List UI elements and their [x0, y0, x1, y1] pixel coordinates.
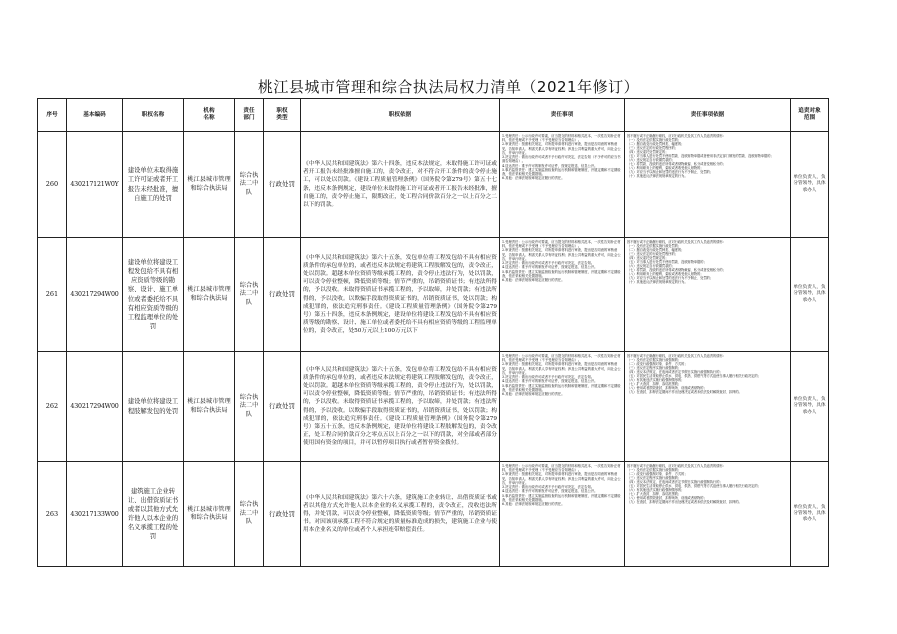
cell-seq: 261 [38, 238, 67, 352]
cell-code: 430217121W0Y [67, 132, 123, 238]
cell-seq: 260 [38, 132, 67, 238]
cell-dept: 综合执法二中队 [235, 238, 264, 352]
cell-matters-basis: 因不履行或不正确履行职权，应对行政机关及其工作人员追责的情形： （一）没有法定依据实施行政强制的； （二）改变行政强制对象、条件、方式的； （三）违反法定程序实施行政强制的； （四）违反本法规定，在夜间或者法定节假日实施行政强制执行的； （五）对居民生活采取停止供水、供电、供热、供燃气等方式迫使当事人履行相关行政决定的； （六）有其他违法实施行政强制情形的； （七）扩大查封、扣押、冻结范围的； （八）使用或者损毁查封、扣押场所、设施或者财物的； （九）在查封、扣押法定期间不作出处理决定或者未依法及时解除查封、扣押的。 [625, 462, 791, 567]
cell-dept: 综合执法二中队 [235, 352, 264, 462]
cell-name: 建设单位将建设工程肢解发包的处罚 [123, 352, 184, 462]
header-type: 职权 类型 [264, 99, 301, 132]
cell-org: 桃江县城市管理和综合执法局 [184, 238, 235, 352]
cell-basis: 《中华人民共和国建筑法》第六十四条，违反本法规定，未取得施工许可证或者开工报告未经批准擅自施工的，责令改正，对不符合开工条件的责令停止施工，可以处以罚款。《建设工程质量管理条例》（国务院令第279号）第五十七条，违反本条例规定，建设单位未取得施工许可证或者开工报告未经批准，擅自施工的，责令停止施工，限期改正，处工程合同价款百分之一以上百分之二以下的罚款。 [301, 132, 500, 238]
header-accountability: 追责对象 范围 [791, 99, 829, 132]
cell-name: 建筑施工企业转让、出借资质证书或者以其他方式允许他人以本企业的名义承揽工程的处罚 [123, 462, 184, 567]
cell-matters: 1.受理责任：公示行政许可要素，应当提交的材料和格式范本，一次性告知补正材料，依法受理或不予受理（不予受理应当告知理由）。 2.审查责任：按照相关规定，对所提申请材料进行审查，提出是否同意的审核意见，告知申请人、利害关系人享有听证权利；涉及公共利益的重大许可，向社会公告，并举行听证。 3.决定责任：做出行政许可或者不予行政许可决定，法定告知（不予许可的应当书面告知理由）。 4.送达责任：准予许可的制发许可证件，按规定报送、信息公开。 5.事后监管责任：建立实施监督检查的运行机制和管理制度，开展定期和不定期检查，依法采取相关处置措施。 6.其他：法律法规规章规定应履行的责任。 [500, 132, 625, 238]
cell-name: 建设单位将建设工程发包给不具有相应资质等级的勘察、设计、施工单位或者委托给不具有相应资质等级的工程监理单位的处罚 [123, 238, 184, 352]
cell-basis: 《中华人民共和国建筑法》第六十五条，发包单位将工程发包给不具有相应资质条件的承包单位的，或者违反本法规定将建筑工程肢解发包的，责令改正，处以罚款。超越本单位资质等级承揽工程的，责令停止违法行为，处以罚款，可以责令停业整顿，降低资质等级；情节严重的，吊销资质证书；有违法所得的，予以没收。未取得资质证书承揽工程的，予以取缔，并处罚款；有违法所得的，予以没收。以欺骗手段取得资质证书的，吊销资质证书，处以罚款；构成犯罪的，依法追究刑事责任。《建设工程质量管理条例》（国务院令第279号）第五十四条，违反本条例规定，建设单位将建设工程发包给不具有相应资质等级的勘察、设计、施工单位或者委托给不具有相应资质等级的工程监理单位的，责令改正，处50万元以上100万元以下 [301, 238, 500, 352]
cell-type: 行政处罚 [264, 352, 301, 462]
cell-accountability: 单位负责人，负分管领导，具体承办人 [791, 352, 829, 462]
cell-matters: 1.受理责任：公示行政许可要素，应当提交的材料和格式范本，一次性告知补正材料，依法受理或不予受理（不予受理应当告知理由）。 2.审查责任：按照相关规定，对所提申请材料进行审查，提出是否同意的审核意见，告知申请人、利害关系人享有听证权利；涉及公共利益的重大许可，向社会公告，并举行听证。 3.决定责任：做出行政许可或者不予行政许可决定，法定告知。 4.送达责任：准予许可的制发许可证件，按规定报送、信息公开。 5.事后监管责任：建立实施监督检查的运行机制和管理制度，开展定期和不定期检查，依法采取相关处置措施。 6.其他：法律法规规章规定应履行的责任。 [500, 462, 625, 567]
table-row [38, 462, 829, 567]
cell-name: 建设单位未取得施工许可证或者开工报告未经批准，擅自施工的处罚 [123, 132, 184, 238]
cell-seq: 263 [38, 462, 67, 567]
cell-matters: 1.受理责任：公示行政许可要素，应当提交的材料和格式范本，一次性告知补正材料，依法受理或不予受理（不予受理应当告知理由）。 2.审查责任：按照相关规定，对所提申请材料进行审查，提出是否同意的审核意见，告知申请人、利害关系人享有听证权利；涉及公共利益的重大许可，向社会公告，并举行听证。 3.决定责任：做出行政许可或者不予行政许可决定，法定告知。 4.送达责任：准予许可的制发许可证件，按规定报送、信息公开。 5.事后监管责任：建立实施监督检查的运行机制和管理制度，开展定期和不定期检查，依法采取相关处置措施。 6.其他：法律法规规章规定应履行的责任。 [500, 352, 625, 462]
table-row [38, 352, 829, 462]
header-basis: 职权依据 [301, 99, 500, 132]
table-row [38, 132, 829, 238]
cell-matters: 1.受理责任：公示行政许可要素，应当提交的材料和格式范本，一次性告知补正材料，依法受理或不予受理（不予受理应当告知理由）。 2.审查责任：按照相关规定，对所提申请材料进行审查，提出是否同意的审核意见，告知申请人、利害关系人享有听证权利；涉及公共利益的重大许可，向社会公告，并举行听证。 3.决定责任：做出行政许可或者不予行政许可决定，法定告知。 4.送达责任：准予许可的制发许可证件，按规定报送、信息公开。 5.事后监管责任：建立实施监督检查的运行机制和管理制度，开展定期和不定期检查，依法采取相关处置措施。 6.其他：法律法规规章规定应履行的责任。 [500, 238, 625, 352]
cell-matters-basis: 因不履行或不正确履行职权，应对行政机关及其工作人员追责的情形： （一）没有法定依据实施行政强制的； （二）改变行政强制对象、条件、方式的； （三）违反法定程序实施行政强制的； （四）违反本法规定，在夜间或者法定节假日实施行政强制执行的； （五）对居民生活采取停止供水、供电、供热、供燃气等方式迫使当事人履行相关行政决定的； （六）有其他违法实施行政强制情形的； （七）扩大查封、扣押、冻结范围的； （八）使用或者损毁查封、扣押场所、设施或者财物的； （九）在查封、扣押法定期间不作出处理决定或者未依法及时解除查封、扣押的。 [625, 352, 791, 462]
table-row [38, 238, 829, 352]
header-matters-basis: 责任事项依据 [625, 99, 791, 132]
cell-dept: 综合执法二中队 [235, 462, 264, 567]
header-name: 职权名称 [123, 99, 184, 132]
cell-basis: 《中华人民共和国建筑法》第六十五条，发包单位将工程发包给不具有相应资质条件的承包单位的，或者违反本法规定将建筑工程肢解发包的，责令改正，处以罚款。超越本单位资质等级承揽工程的，责令停止违法行为，处以罚款，可以责令停业整顿，降低资质等级；情节严重的，吊销资质证书；有违法所得的，予以没收。未取得资质证书承揽工程的，予以取缔，并处罚款；有违法所得的，予以没收。以欺骗手段取得资质证书的，吊销资质证书，处以罚款；构成犯罪的，依法追究刑事责任。《建设工程质量管理条例》（国务院令第279号）第五十五条，违反本条例规定，建设单位将建设工程肢解发包的，责令改正，处工程合同价款百分之零点五以上百分之一以下的罚款，对全部或者部分使用国有资金的项目，并可以暂停项目执行或者暂停资金拨付。 [301, 352, 500, 462]
cell-org: 桃江县城市管理和综合执法局 [184, 352, 235, 462]
cell-matters-basis: 因不履行或不正确履行职权，应对行政机关及其工作人员追责的情形： （一）没有法定依据实施行政处罚的； （二）擅自改变行政处罚种类、幅度的； （三）违反法定的行政处罚程序的； （四）违反委托处罚规定的； （五）对当事人进行处罚不使用罚款、没收财物单据的； （六）违反规定自行收缴罚款的； （七）将罚款、没收的违法所得或者财物截留、私分或者变相私分的； （八）利用职务上的便利，索取或者收受他人财物的； （九）对应当予以制止和处罚的违法行为不予制止、处罚的； （十）其他违反法律法规规章规定的行为。 [625, 238, 791, 352]
header-dept: 责任 部门 [235, 99, 264, 132]
cell-code: 430217294W00 [67, 238, 123, 352]
cell-accountability: 单位负责人，负分管领导，具体承办人 [791, 238, 829, 352]
document-title: 桃江县城市管理和综合执法局权力清单（2021年修订） [257, 78, 640, 96]
cell-org: 桃江县城市管理和综合执法局 [184, 132, 235, 238]
cell-dept: 综合执法二中队 [235, 132, 264, 238]
cell-code: 430217294W00 [67, 352, 123, 462]
cell-accountability: 单位负责人，负分管领导，具体承办人 [791, 132, 829, 238]
power-list-table [37, 98, 829, 567]
cell-seq: 262 [38, 352, 67, 462]
header-code: 基本编码 [67, 99, 123, 132]
cell-accountability: 单位负责人，负分管领导，具体承办人 [791, 462, 829, 567]
cell-type: 行政处罚 [264, 238, 301, 352]
cell-code: 430217133W00 [67, 462, 123, 567]
cell-matters-basis: 因不履行或不正确履行职权，应对行政机关及其工作人员追责的情形： （一）没有法定依据实施行政处罚的； （二）擅自改变行政处罚种类、幅度的； （三）违反法定的行政处罚程序的； （四）违反委托处罚规定的； （五）对当事人进行处罚不使用罚款、没收财物单据或者使用非法定部门制发的罚款、没收财物单据的； （六）违反规定自行收缴罚款的； （七）将罚款、没收的违法所得或者财物截留、私分或者变相私分的； （八）利用职务上的便利，索取或者收受他人财物的； （九）对应当予以制止和处罚的违法行为不予制止、处罚的； （十）其他违反法律法规规章规定的行为。 [625, 132, 791, 238]
cell-org: 桃江县城市管理和综合执法局 [184, 462, 235, 567]
header-row [38, 99, 829, 132]
header-matters: 责任事项 [500, 99, 625, 132]
header-org: 机构 名称 [184, 99, 235, 132]
cell-type: 行政处罚 [264, 132, 301, 238]
header-seq: 序号 [38, 99, 67, 132]
cell-type: 行政处罚 [264, 462, 301, 567]
cell-basis: 《中华人民共和国建筑法》第六十六条，建筑施工企业转让、出借资质证书或者以其他方式允许他人以本企业的名义承揽工程的，责令改正，没收违法所得，并处罚款，可以责令停业整顿，降低资质等级；情节严重的，吊销资质证书。对因该项承揽工程不符合规定的质量标准造成的损失，建筑施工企业与使用本企业名义的单位或者个人承担连带赔偿责任。 [301, 462, 500, 567]
